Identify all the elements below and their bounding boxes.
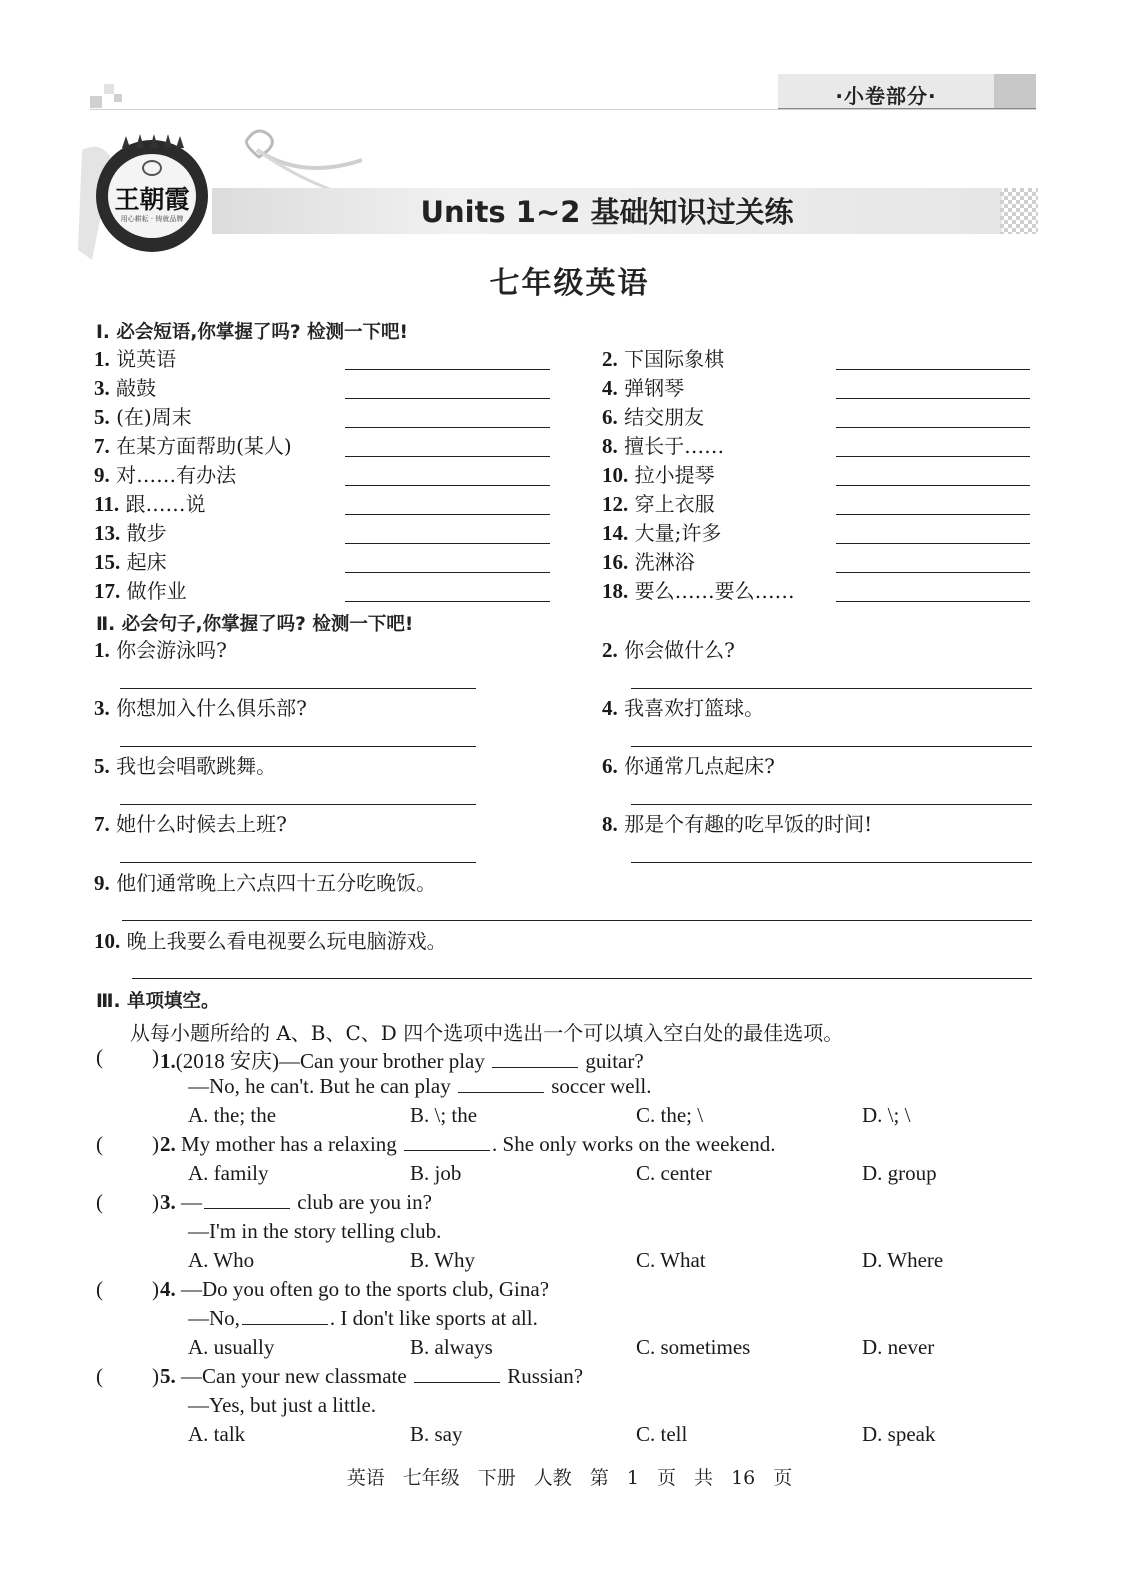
answer-paren-close: ) <box>152 1277 159 1301</box>
phrase-item: 4. 弹钢琴 <box>602 376 685 400</box>
phrase-item: 11. 跟……说 <box>94 492 206 516</box>
phrase-item: 5. (在)周末 <box>94 405 192 429</box>
option-b[interactable]: B. say <box>410 1422 463 1446</box>
option-a[interactable]: A. family <box>188 1161 269 1185</box>
answer-line[interactable] <box>631 746 1032 747</box>
answer-blank[interactable] <box>836 543 1030 544</box>
answer-line[interactable] <box>122 920 1032 921</box>
answer-paren-close: ) <box>152 1132 159 1156</box>
fill-blank[interactable] <box>204 1191 290 1209</box>
phrase-item: 2. 下国际象棋 <box>602 347 725 371</box>
sentence-item: 3. 你想加入什么俱乐部? <box>94 696 307 720</box>
phrase-item: 8. 擅长于…… <box>602 434 725 458</box>
phrase-item: 14. 大量;许多 <box>602 521 722 545</box>
option-d[interactable]: D. \; \ <box>862 1103 911 1127</box>
answer-line[interactable] <box>132 978 1032 979</box>
page-subtitle: 七年级英语 <box>489 266 650 301</box>
crown-icon <box>116 134 188 150</box>
sentence-item: 5. 我也会唱歌跳舞。 <box>94 754 277 778</box>
answer-blank[interactable] <box>345 398 550 399</box>
fill-blank[interactable] <box>458 1075 544 1093</box>
answer-blank[interactable] <box>836 485 1030 486</box>
answer-line[interactable] <box>631 862 1032 863</box>
sentence-item: 2. 你会做什么? <box>602 638 735 662</box>
answer-line[interactable] <box>120 688 476 689</box>
question-stem: 2. My mother has a relaxing . She only works on the weekend. <box>160 1132 776 1156</box>
sentence-item: 4. 我喜欢打篮球。 <box>602 696 765 720</box>
section-heading-sentences: Ⅱ. 必会句子,你掌握了吗? 检测一下吧! <box>96 614 414 635</box>
answer-blank[interactable] <box>836 514 1030 515</box>
option-d[interactable]: D. never <box>862 1335 935 1359</box>
phrase-item: 10. 拉小提琴 <box>602 463 715 487</box>
fill-blank[interactable] <box>242 1307 328 1325</box>
option-b[interactable]: B. always <box>410 1335 493 1359</box>
option-a[interactable]: A. Who <box>188 1248 255 1272</box>
answer-paren-open[interactable]: ( <box>96 1190 103 1214</box>
logo-emblem-icon <box>142 160 162 176</box>
page-footer: 英语 七年级 下册 人教 第 1 页 共 16 页 <box>346 1467 793 1489</box>
phrase-item: 16. 洗淋浴 <box>602 550 695 574</box>
tag-accent <box>994 74 1036 110</box>
option-b[interactable]: B. \; the <box>410 1103 478 1127</box>
option-d[interactable]: D. speak <box>862 1422 936 1446</box>
question-stem: 1.(2018 安庆)—Can your brother play guitar? <box>160 1049 644 1073</box>
answer-blank[interactable] <box>836 601 1030 602</box>
answer-blank[interactable] <box>345 369 550 370</box>
answer-blank[interactable] <box>345 601 550 602</box>
phrase-item: 13. 散步 <box>94 521 167 545</box>
fill-blank[interactable] <box>492 1050 578 1068</box>
answer-blank[interactable] <box>345 456 550 457</box>
decor-square <box>104 84 114 94</box>
sentence-item: 10. 晚上我要么看电视要么玩电脑游戏。 <box>94 929 447 953</box>
option-c[interactable]: C. tell <box>636 1422 688 1446</box>
section-heading-mcq: Ⅲ. 单项填空。 <box>96 991 220 1012</box>
question-reply: —No, . I don't like sports at all. <box>188 1306 538 1330</box>
answer-paren-close: ) <box>152 1190 159 1214</box>
answer-paren-open[interactable]: ( <box>96 1045 103 1069</box>
answer-blank[interactable] <box>836 456 1030 457</box>
question-stem: 4. —Do you often go to the sports club, Gina? <box>160 1277 550 1301</box>
question-reply: —No, he can't. But he can play soccer well. <box>188 1074 652 1098</box>
sentence-item: 1. 你会游泳吗? <box>94 638 227 662</box>
answer-line[interactable] <box>120 862 476 863</box>
sentence-item: 6. 你通常几点起床? <box>602 754 775 778</box>
sentence-item: 9. 他们通常晚上六点四十五分吃晚饭。 <box>94 871 437 895</box>
answer-blank[interactable] <box>836 369 1030 370</box>
header-rule <box>90 109 1036 110</box>
phrase-item: 1. 说英语 <box>94 347 177 371</box>
answer-paren-open[interactable]: ( <box>96 1364 103 1388</box>
phrase-item: 12. 穿上衣服 <box>602 492 715 516</box>
logo-tagline: 用心耕耘 · 铸就品牌 <box>120 215 184 223</box>
answer-line[interactable] <box>631 804 1032 805</box>
section-heading-phrases: Ⅰ. 必会短语,你掌握了吗? 检测一下吧! <box>96 322 408 343</box>
option-c[interactable]: C. the; \ <box>636 1103 704 1127</box>
checker-decoration <box>1000 188 1038 234</box>
phrase-item: 7. 在某方面帮助(某人) <box>94 434 292 458</box>
option-c[interactable]: C. What <box>636 1248 706 1272</box>
option-b[interactable]: B. Why <box>410 1248 475 1272</box>
tag-label: ·小卷部分· <box>835 84 937 108</box>
option-b[interactable]: B. job <box>410 1161 462 1185</box>
question-reply: —I'm in the story telling club. <box>188 1219 442 1243</box>
sentence-item: 7. 她什么时候去上班? <box>94 812 287 836</box>
answer-paren-close: ) <box>152 1045 159 1069</box>
answer-blank[interactable] <box>836 398 1030 399</box>
logo-name: 王朝霞 <box>114 185 190 214</box>
answer-blank[interactable] <box>836 572 1030 573</box>
page-title: Units 1~2 基础知识过关练 <box>420 195 794 229</box>
question-stem: 3. — club are you in? <box>160 1190 432 1214</box>
option-a[interactable]: A. usually <box>188 1335 275 1359</box>
option-c[interactable]: C. center <box>636 1161 712 1185</box>
section-tag <box>778 74 1036 112</box>
logo-badge <box>108 154 196 238</box>
answer-blank[interactable] <box>345 514 550 515</box>
answer-blank[interactable] <box>345 485 550 486</box>
title-banner <box>212 188 1002 234</box>
answer-line[interactable] <box>120 804 476 805</box>
answer-line[interactable] <box>120 746 476 747</box>
option-a[interactable]: A. the; the <box>188 1103 277 1127</box>
option-d[interactable]: D. group <box>862 1161 937 1185</box>
answer-line[interactable] <box>631 688 1032 689</box>
phrase-item: 6. 结交朋友 <box>602 405 705 429</box>
fill-blank[interactable] <box>404 1133 490 1151</box>
option-d[interactable]: D. Where <box>862 1248 944 1272</box>
option-a[interactable]: A. talk <box>188 1422 246 1446</box>
option-c[interactable]: C. sometimes <box>636 1335 751 1359</box>
decor-square <box>90 96 102 108</box>
phrase-item: 17. 做作业 <box>94 579 187 603</box>
answer-paren-open[interactable]: ( <box>96 1277 103 1301</box>
decor-square <box>114 94 122 102</box>
answer-paren-open[interactable]: ( <box>96 1132 103 1156</box>
brand-logo <box>96 140 208 252</box>
question-stem: 5. —Can your new classmate Russian? <box>160 1364 584 1388</box>
phrase-item: 18. 要么……要么…… <box>602 579 795 603</box>
sentence-item: 8. 那是个有趣的吃早饭的时间! <box>602 812 873 836</box>
answer-paren-close: ) <box>152 1364 159 1388</box>
fill-blank[interactable] <box>414 1365 500 1383</box>
phrase-item: 3. 敲鼓 <box>94 376 157 400</box>
phrase-item: 9. 对……有办法 <box>94 463 237 487</box>
question-reply: —Yes, but just a little. <box>188 1393 377 1417</box>
phrase-item: 15. 起床 <box>94 550 167 574</box>
answer-blank[interactable] <box>345 543 550 544</box>
answer-blank[interactable] <box>345 427 550 428</box>
answer-blank[interactable] <box>836 427 1030 428</box>
answer-blank[interactable] <box>345 572 550 573</box>
instruction-text: 从每小题所给的 A、B、C、D 四个选项中选出一个可以填入空白处的最佳选项。 <box>130 1021 844 1045</box>
